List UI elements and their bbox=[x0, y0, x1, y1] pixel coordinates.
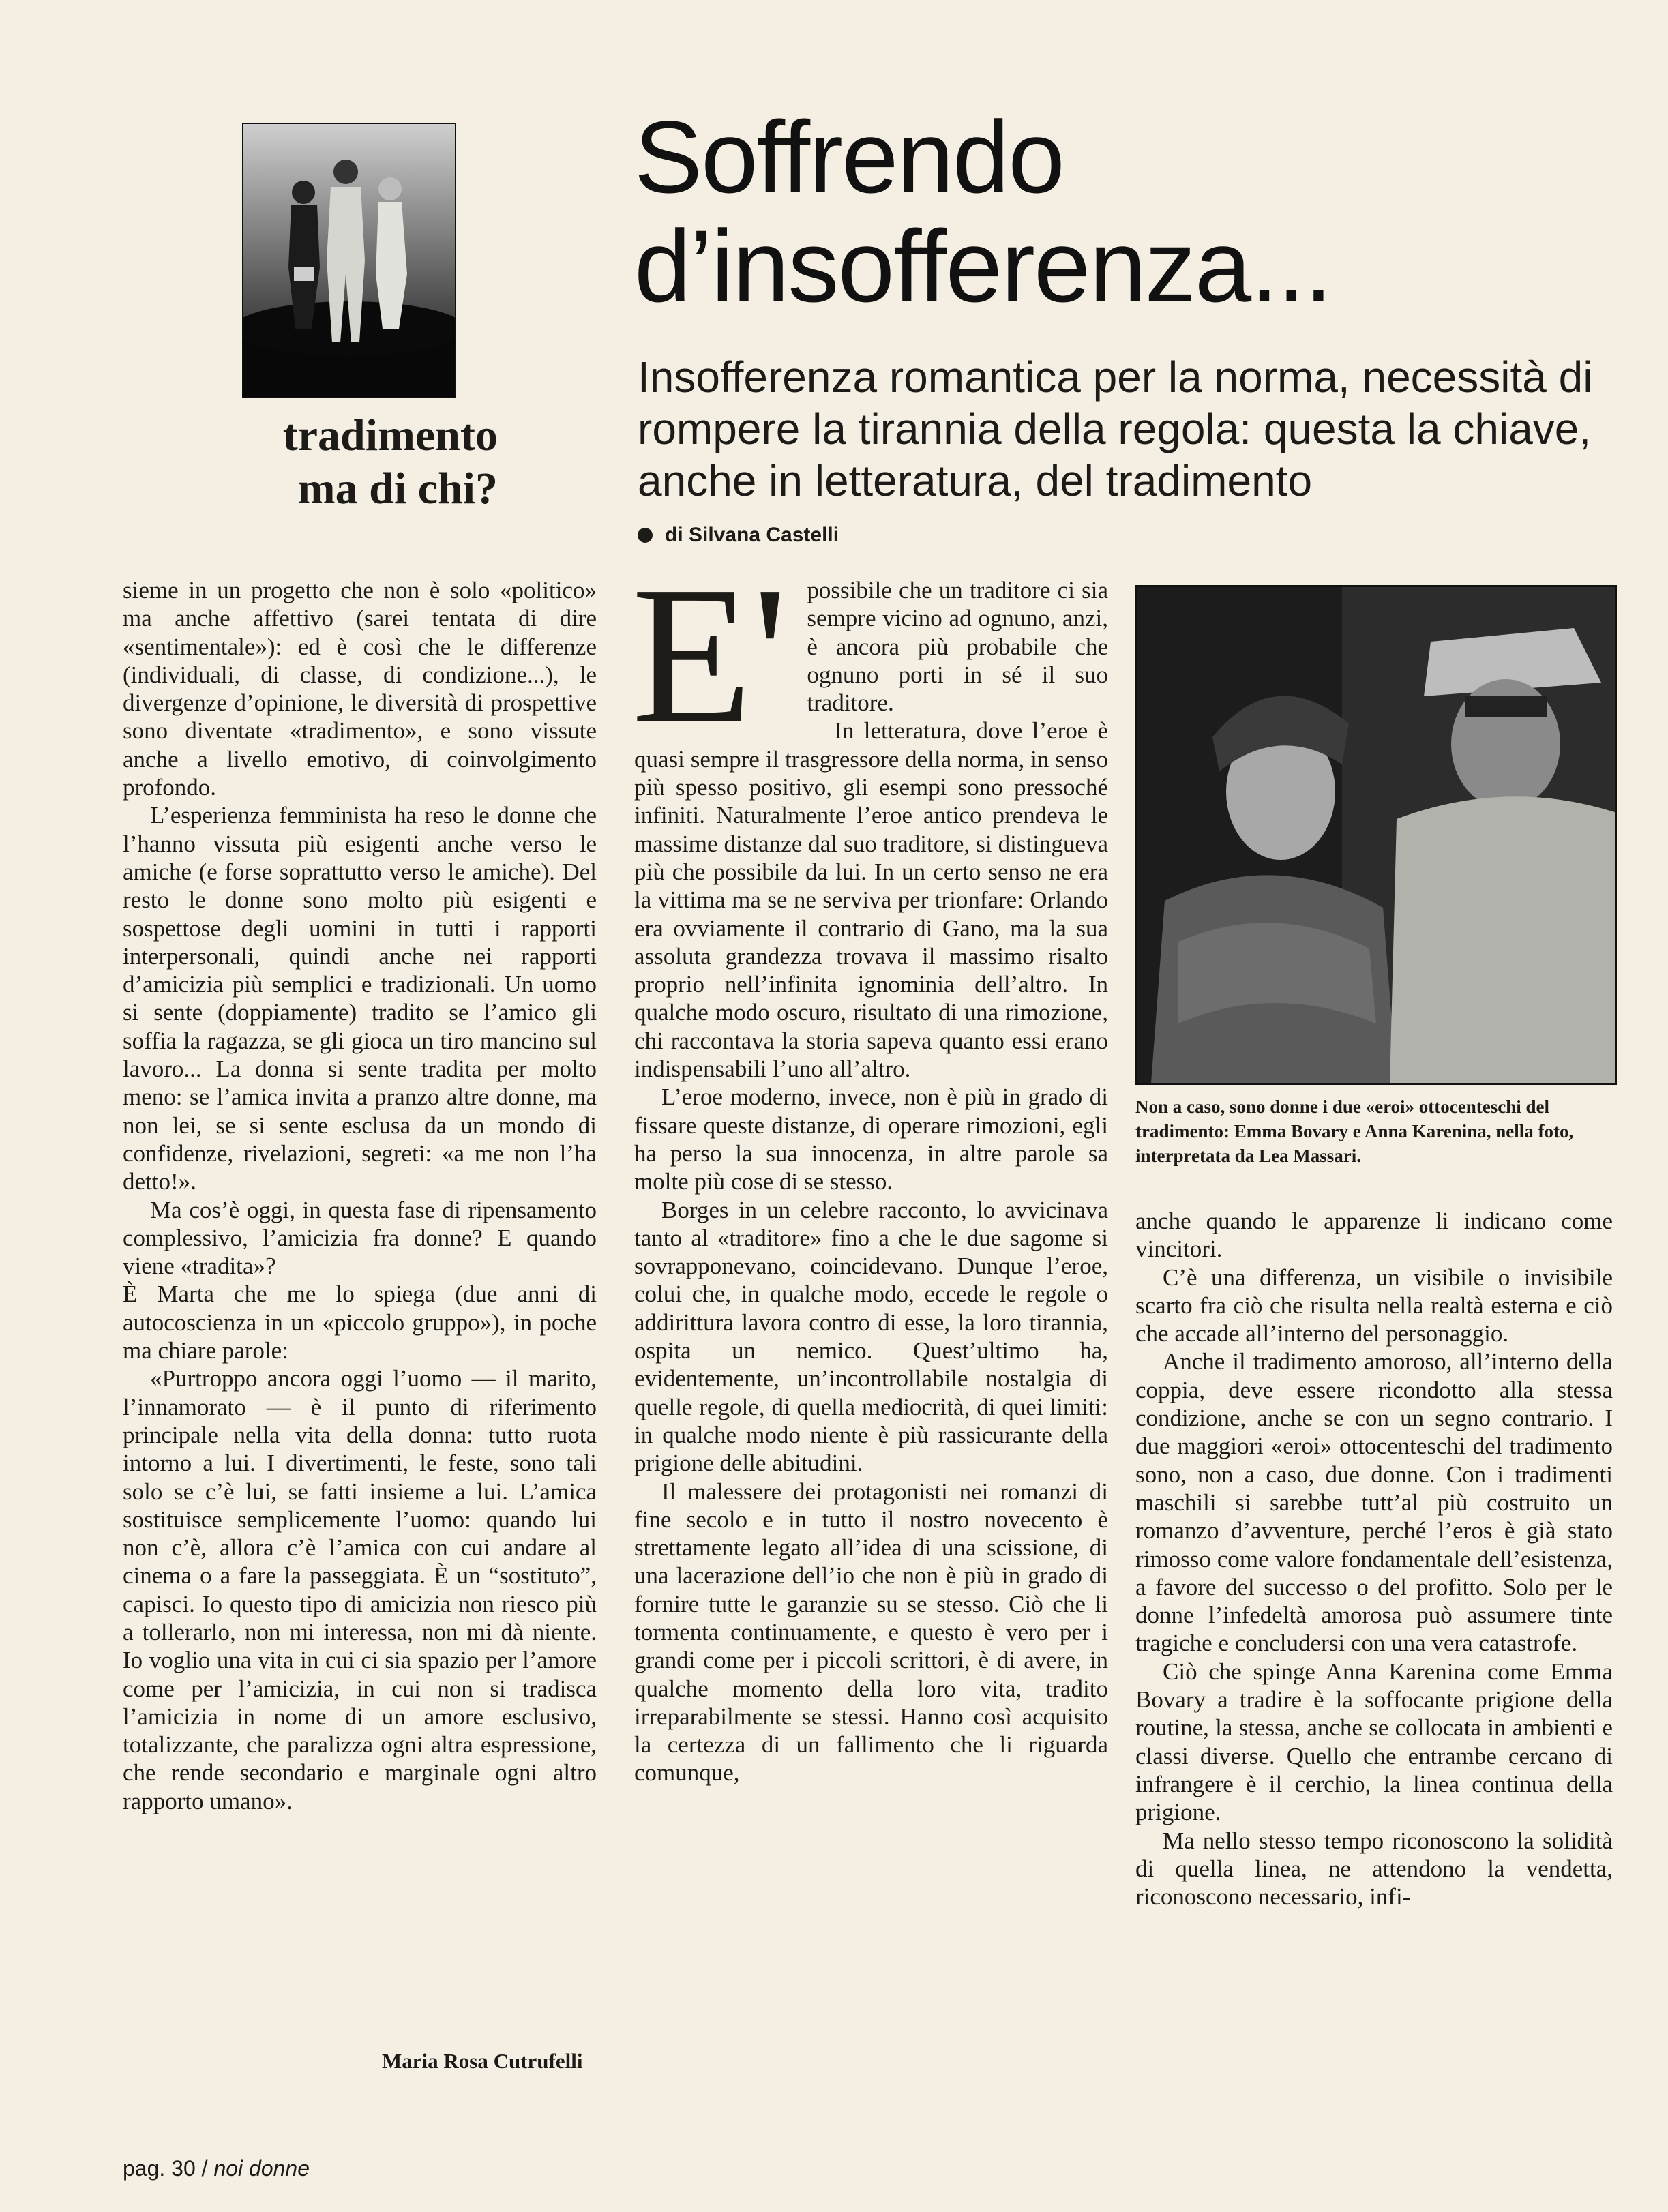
bullet-icon bbox=[638, 528, 653, 543]
page-footer bbox=[123, 2156, 310, 2181]
drop-cap: E' bbox=[631, 545, 788, 764]
sidebar-heading-line-1: tradimento bbox=[282, 410, 498, 460]
paragraph: Il malessere dei protagonisti nei romanzi di fine secolo e in tutto il nostro novecento è strettamente legato all’idea di una scissione, di una lacerazione dell’io che non è più in grado di fornire tutte le garanzie su se stesso. Ciò che li tormenta continuamente, e questo è vero per i grandi come per i piccoli scrittori, è di avere, in qualche momento della loro vita, tradito irreparabilmente se stessi. Hanno così acquisito la certezza di un fallimento che li riguarda comunque, bbox=[634, 1478, 1108, 1787]
paragraph: È Marta che me lo spiega (due anni di autocoscienza in un «piccolo gruppo»), in poche ma chiare parole: bbox=[123, 1281, 597, 1364]
paragraph: Anche il tradimento amoroso, all’interno della coppia, deve essere ricondotto alla stessa condizione, anche se con un segno contrario. I due maggiori «eroi» ottocenteschi del tradimento sono, non a caso, due donne. Con i tradimenti maschili si sarebbe tutt’al più costruito un romanzo d’avventure, perché l’eros è già stato rimosso come valore fondamentale dell’esistenza, a favore del successo o del profitto. Solo per le donne l’infedeltà amorosa può assumere tinte tragiche e concludersi con una vera catastrofe. bbox=[1135, 1348, 1613, 1657]
paragraph: «Purtroppo ancora oggi l’uomo — il marito, l’innamorato — è il punto di riferimento principale nella vita della donna: tutto ruota intorno a lui. I divertimenti, le feste, sono tali solo se c’è lui, se fatti insieme a lui. L’amica sostituisce semplicemente l’uomo: quando lui non c’è, allora c’è l’amica con cui andare al cinema o a fare la passeggiata. È un “sostituto”, capisci. Io questo tipo di amicizia non riesco più a tollerarlo, non mi interessa, non mi dà niente. Io voglio una vita in cui ci sia spazio per l’amore come per l’amicizia, in cui non si tradisca l’amicizia in nome di un amore esclusivo, totalizzante, che paralizza ogni altra espressione, che rende secondario e marginale ogni altro rapporto umano». bbox=[123, 1365, 597, 1814]
paragraph: L’esperienza femminista ha reso le donne che l’hanno vissuta più esigenti anche verso le amiche (e forse soprattutto verso le amiche). Del resto le donne sono molto più esigenti e sospettose degli uomini in tutti i rapporti interpersonali, quindi anche nei rapporti d’amicizia più semplici e tradizionali. Un uomo si sente (doppiamente) tradito se l’amico gli soffia la ragazza, se gli gioca un tiro mancino sul lavoro... La donna si sente tradita per molto meno: se l’amica invita a pranzo altre donne, ma non lei, se si sente esclusa da un mondo di confidenze, rivelazioni, segreti: «a me non l’ha detto!». bbox=[123, 802, 597, 1195]
paragraph: anche quando le apparenze li indicano come vincitori. bbox=[1135, 1208, 1613, 1263]
page-number: pag. 30 bbox=[123, 2156, 196, 2181]
three-figures-photo bbox=[242, 123, 456, 398]
sidebar-text-column bbox=[123, 576, 597, 1815]
article-column-1 bbox=[631, 545, 1108, 1787]
paragraph: L’eroe moderno, invece, non è più in grado di fissare queste distanze, di operare rimozioni, egli ha perso la sua innocenza, in altre parole sa molte più cose di se stesso. bbox=[634, 1083, 1108, 1195]
photo-caption: Non a caso, sono donne i due «eroi» ottocenteschi del tradimento: Emma Bovary e Anna Karenina, nella foto, interpretata da Lea Massari. bbox=[1135, 1096, 1574, 1166]
article-subtitle: Insofferenza romantica per la norma, necessità di rompere la tirannia della regola: questa la chiave, anche in letteratura, del tradimento bbox=[638, 353, 1593, 505]
paragraph: sieme in un progetto che non è solo «politico» ma anche affettivo (sarei tentata di dire «sentimentale»): ed è così che le differenze (individuali, di classe, di condizione...), le divergenze d’opinione, le diversità di prospettive sono diventate «tradimento», e sono vissute anche a livello emotivo, di coinvolgimento profondo. bbox=[123, 577, 597, 801]
paragraph: Borges in un celebre racconto, lo avvicinava tanto al «traditore» fino a che le due sagome si sovrapponevano, coincidevano. Dunque l’eroe, colui che, in qualche modo, eccede le regole o addirittura lavora contro di esse, la loro tirannia, ospita un nemico. Quest’ultimo ha, evidentemente, un’incontrollabile nostalgia di quelle regole, di quella mediocrità, di quei limiti: in qualche modo niente è più rassicurante della prigione delle abitudini. bbox=[634, 1196, 1108, 1477]
article-title-line-2: d’insofferenza... bbox=[634, 209, 1332, 323]
sidebar-author: Maria Rosa Cutrufelli bbox=[382, 2049, 583, 2073]
paragraph: possibile che un traditore ci sia sempre vicino ad ognuno, anzi, è ancora più probabile che ognuno porti in sé il suo traditore. bbox=[807, 577, 1108, 717]
footer-separator: / bbox=[201, 2156, 208, 2181]
sidebar-heading-line-2: ma di chi? bbox=[297, 464, 498, 513]
article-title-line-1: Soffrendo bbox=[634, 100, 1064, 214]
paragraph: Ma cos’è oggi, in questa fase di ripensamento complessivo, l’amicizia fra donne? E quando viene «tradita»? bbox=[123, 1196, 597, 1280]
byline-text: di Silvana Castelli bbox=[665, 524, 839, 546]
byline bbox=[638, 524, 839, 547]
paragraph: In letteratura, dove l’eroe è quasi sempre il trasgressore della norma, in senso più spesso positivo, gli esempi sono pressoché infiniti. Naturalmente l’eroe antico prendeva le massime distanze dal suo traditore, si distingueva più che possibile da lui. In un certo senso ne era la vittima ma se ne serviva per trionfare: Orlando era ovviamente il contrario di Gano, ma la sua assoluta grandezza trovava il massimo risalto proprio nell’infinita ignominia dell’altro. In qualche modo oscuro, risultato di una rimozione, chi raccontava la storia sapeva quanto essi erano indispensabili l’uno all’altro. bbox=[634, 717, 1108, 1083]
article-column-2 bbox=[1135, 1207, 1613, 1911]
film-still-photo bbox=[1135, 585, 1617, 1085]
sidebar-heading bbox=[170, 409, 498, 515]
paragraph: Ciò che spinge Anna Karenina come Emma Bovary a tradire è la soffocante prigione della routine, la stessa, anche se collocata in ambienti e classi diverse. Quello che entrambe cercano di infrangere è il cerchio, la linea continua della prigione. bbox=[1135, 1658, 1613, 1826]
magazine-name: noi donne bbox=[213, 2156, 310, 2181]
paragraph: C’è una differenza, un visibile o invisibile scarto fra ciò che risulta nella realtà esterna e ciò che accade all’interno del personaggio. bbox=[1135, 1264, 1613, 1347]
article-title bbox=[634, 100, 1630, 323]
paragraph: Ma nello stesso tempo riconoscono la solidità di quella linea, ne attendono la vendetta, riconoscono necessario, infi- bbox=[1135, 1827, 1613, 1911]
